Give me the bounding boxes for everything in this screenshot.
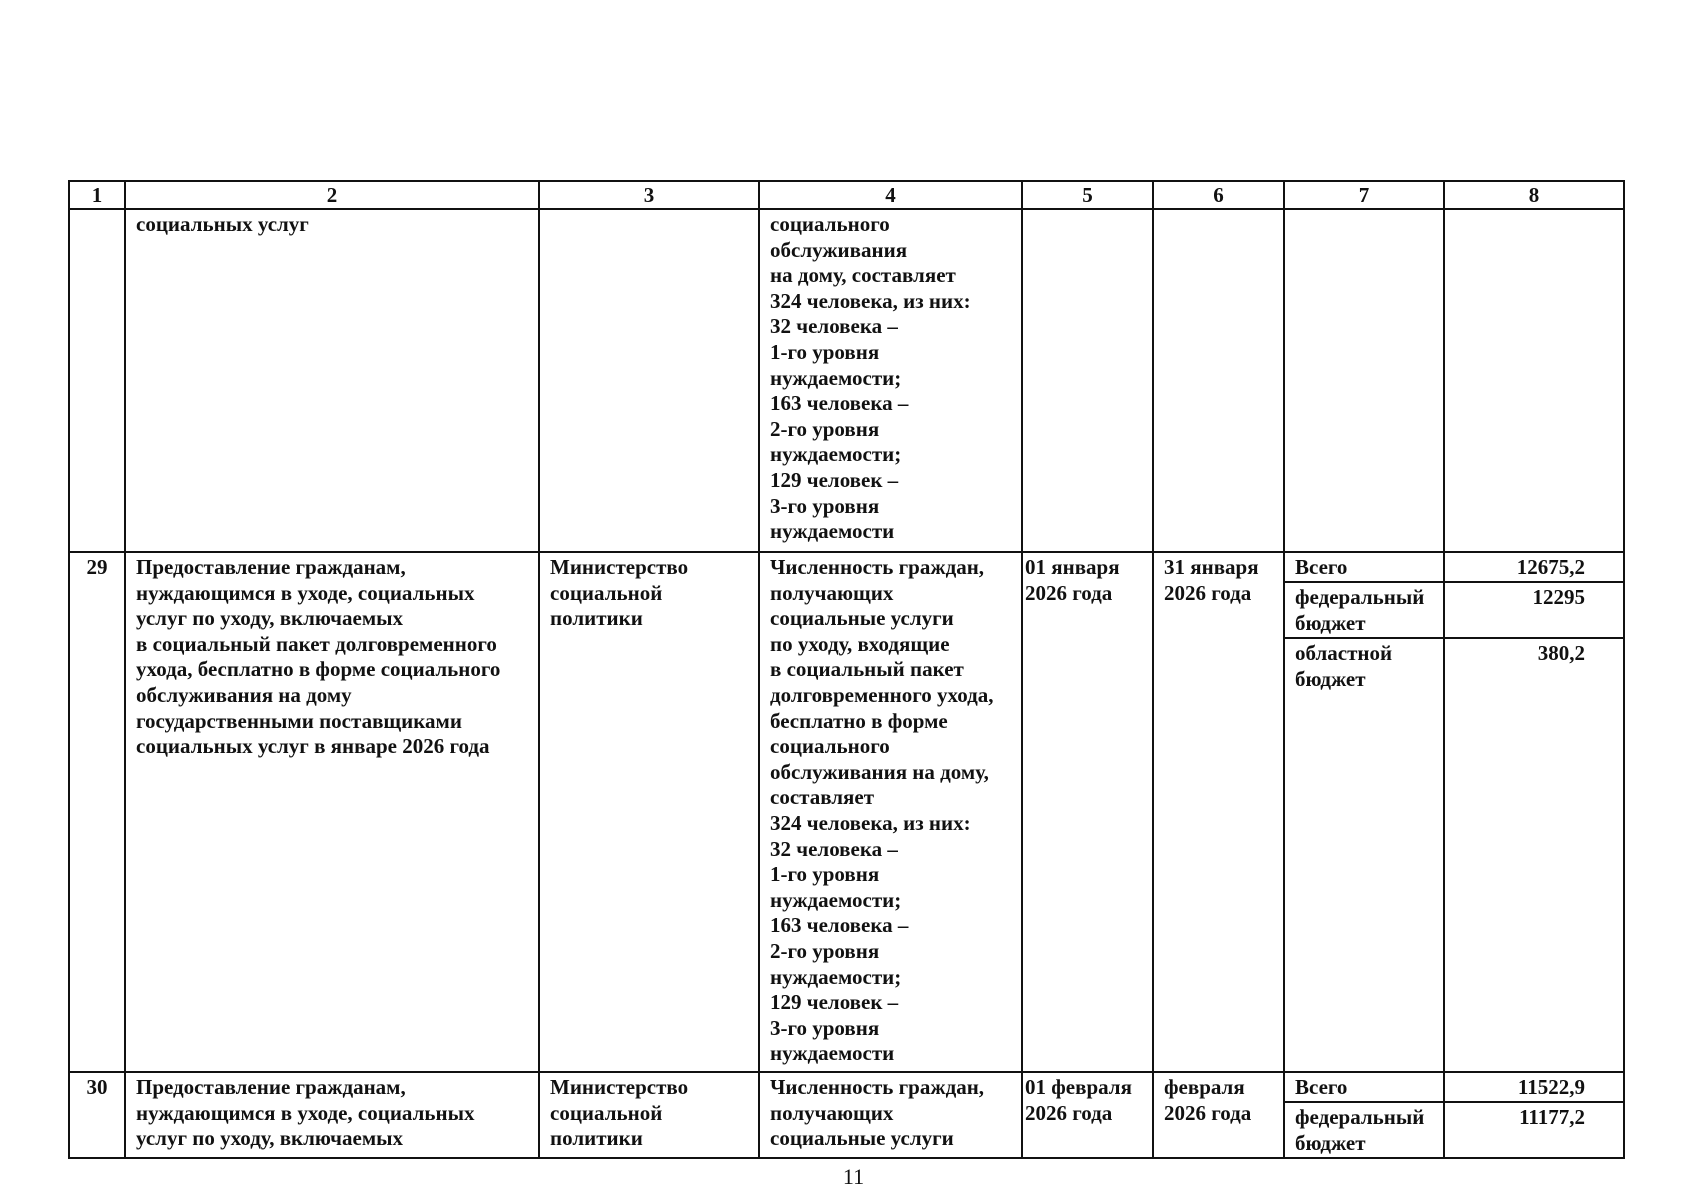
- end-date-cell: февраля 2026 года: [1153, 1072, 1284, 1158]
- start-date-cell: 01 января 2026 года: [1022, 552, 1153, 1072]
- funding-source-cell: [1284, 209, 1444, 552]
- column-header: 3: [539, 181, 759, 209]
- funding-source-cell: Всего: [1284, 552, 1444, 582]
- column-header: 7: [1284, 181, 1444, 209]
- start-date-cell: [1022, 209, 1153, 552]
- executor-cell: Министерство социальной политики: [539, 1072, 759, 1158]
- funding-amount-cell: 11177,2: [1444, 1102, 1624, 1158]
- column-number-row: [69, 181, 1624, 209]
- indicator-cell: Численность граждан, получающих социальные услуги по уходу, входящие в социальный пакет долговременного ухода, бесплатно в форме социального обслуживания на дому, составляет 324 человека, из них: 32 человека – 1-го уровня нуждаемости; 163 человека – 2-го уровня нуждаемости; 129 человек – 3-го уровня нуждаемости: [759, 552, 1022, 1072]
- funding-amount-cell: 12675,2: [1444, 552, 1624, 582]
- indicator-cell: Численность граждан, получающих социальные услуги: [759, 1072, 1022, 1158]
- funding-amount-cell: [1444, 209, 1624, 552]
- table-row-30: [69, 1072, 1624, 1102]
- row-number: 29: [69, 552, 125, 1072]
- column-header: 5: [1022, 181, 1153, 209]
- table-row-29: [69, 552, 1624, 582]
- description-cell: Предоставление гражданам, нуждающимся в уходе, социальных услуг по уходу, включаемых: [125, 1072, 539, 1158]
- executor-cell: Министерство социальной политики: [539, 552, 759, 1072]
- column-header: 2: [125, 181, 539, 209]
- measures-table: [68, 180, 1625, 1159]
- funding-source-cell: Всего: [1284, 1072, 1444, 1102]
- end-date-cell: [1153, 209, 1284, 552]
- funding-amount-cell: 380,2: [1444, 638, 1624, 1072]
- description-cell: Предоставление гражданам, нуждающимся в уходе, социальных услуг по уходу, включаемых в социальный пакет долговременного ухода, бесплатно в форме социального обслуживания на дому государственными поставщиками социальных услуг в январе 2026 года: [125, 552, 539, 1072]
- row-number: 30: [69, 1072, 125, 1158]
- funding-source-cell: областной бюджет: [1284, 638, 1444, 1072]
- funding-source-cell: федеральный бюджет: [1284, 1102, 1444, 1158]
- executor-cell: [539, 209, 759, 552]
- funding-amount-cell: 11522,9: [1444, 1072, 1624, 1102]
- number-cell: [69, 209, 125, 552]
- funding-amount-cell: 12295: [1444, 582, 1624, 638]
- funding-source-cell: федеральный бюджет: [1284, 582, 1444, 638]
- page-number: 11: [842, 1164, 865, 1189]
- description-cell: социальных услуг: [125, 209, 539, 552]
- column-header: 8: [1444, 181, 1624, 209]
- indicator-cell: социального обслуживания на дому, составляет 324 человека, из них: 32 человека – 1-го уровня нуждаемости; 163 человека – 2-го уровня нуждаемости; 129 человек – 3-го уровня нуждаемости: [759, 209, 1022, 552]
- start-date-cell: 01 февраля 2026 года: [1022, 1072, 1153, 1158]
- column-header: 6: [1153, 181, 1284, 209]
- column-header: 4: [759, 181, 1022, 209]
- end-date-cell: 31 января 2026 года: [1153, 552, 1284, 1072]
- continuation-row: [69, 209, 1624, 552]
- column-header: 1: [69, 181, 125, 209]
